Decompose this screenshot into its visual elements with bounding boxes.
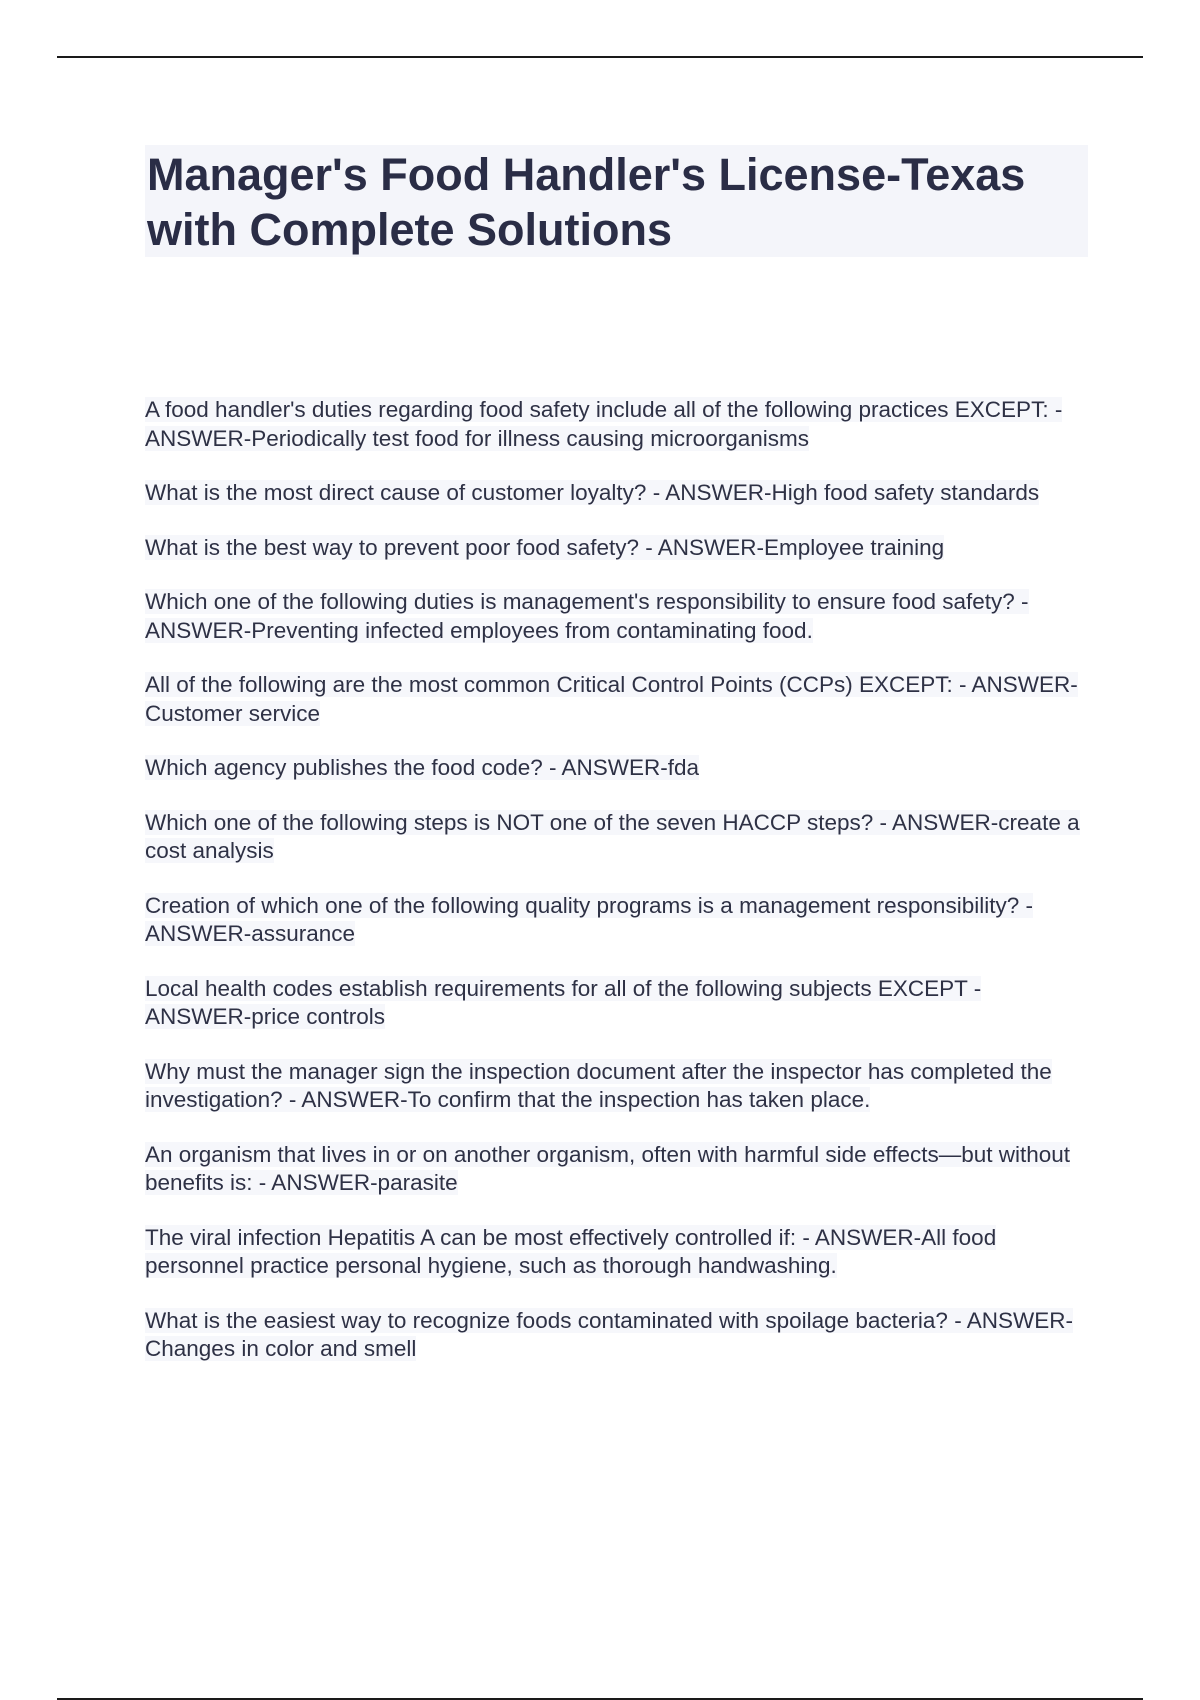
qa-list [145,396,1090,1390]
qa-item [145,1141,1090,1198]
qa-text: Creation of which one of the following quality programs is a management responsibility? - ANSWER-assurance [145,892,1033,946]
qa-text: Which one of the following steps is NOT one of the seven HACCP steps? - ANSWER-create a cost analysis [145,809,1080,863]
qa-text: The viral infection Hepatitis A can be most effectively controlled if: - ANSWER-All food personnel practice personal hygiene, such as thorough handwashing. [145,1224,997,1278]
qa-text: What is the best way to prevent poor food safety? - ANSWER-Employee training [145,534,945,560]
qa-item [145,1224,1090,1281]
qa-item [145,809,1090,866]
header-rule [57,56,1143,58]
document-title: Manager's Food Handler's License-Texas with Complete Solutions [147,149,1026,255]
qa-item [145,671,1090,728]
qa-item [145,396,1090,453]
qa-item [145,1058,1090,1115]
qa-text: What is the most direct cause of customer loyalty? - ANSWER-High food safety standards [145,480,1040,505]
qa-item [145,975,1090,1032]
qa-text: All of the following are the most common Critical Control Points (CCPs) EXCEPT: - ANSWER-Customer service [145,672,1078,726]
qa-text: What is the easiest way to recognize foods contaminated with spoilage bacteria? - ANSWER-Changes in color and smell [145,1307,1073,1361]
qa-text: Which one of the following duties is management's responsibility to ensure food safety? - ANSWER-Preventing infected employees from contaminating food. [145,589,1029,643]
qa-text: Why must the manager sign the inspection document after the inspector has completed the investigation? - ANSWER-To confirm that the inspection has taken place. [145,1058,1052,1112]
qa-item [145,1307,1090,1364]
qa-text: Local health codes establish requirements for all of the following subjects EXCEPT - ANSWER-price controls [145,975,982,1029]
qa-item [145,754,1090,783]
title-block [145,145,1088,257]
qa-item [145,588,1090,645]
qa-text: An organism that lives in or on another organism, often with harmful side effects—but without benefits is: - ANSWER-parasite [145,1141,1071,1195]
qa-text: A food handler's duties regarding food safety include all of the following practices EXCEPT: - ANSWER-Periodically test food for illness causing microorganisms [145,397,1063,451]
qa-text: Which agency publishes the food code? - ANSWER-fda [145,755,700,780]
qa-item [145,479,1090,508]
qa-item [145,534,1090,563]
qa-item [145,892,1090,949]
